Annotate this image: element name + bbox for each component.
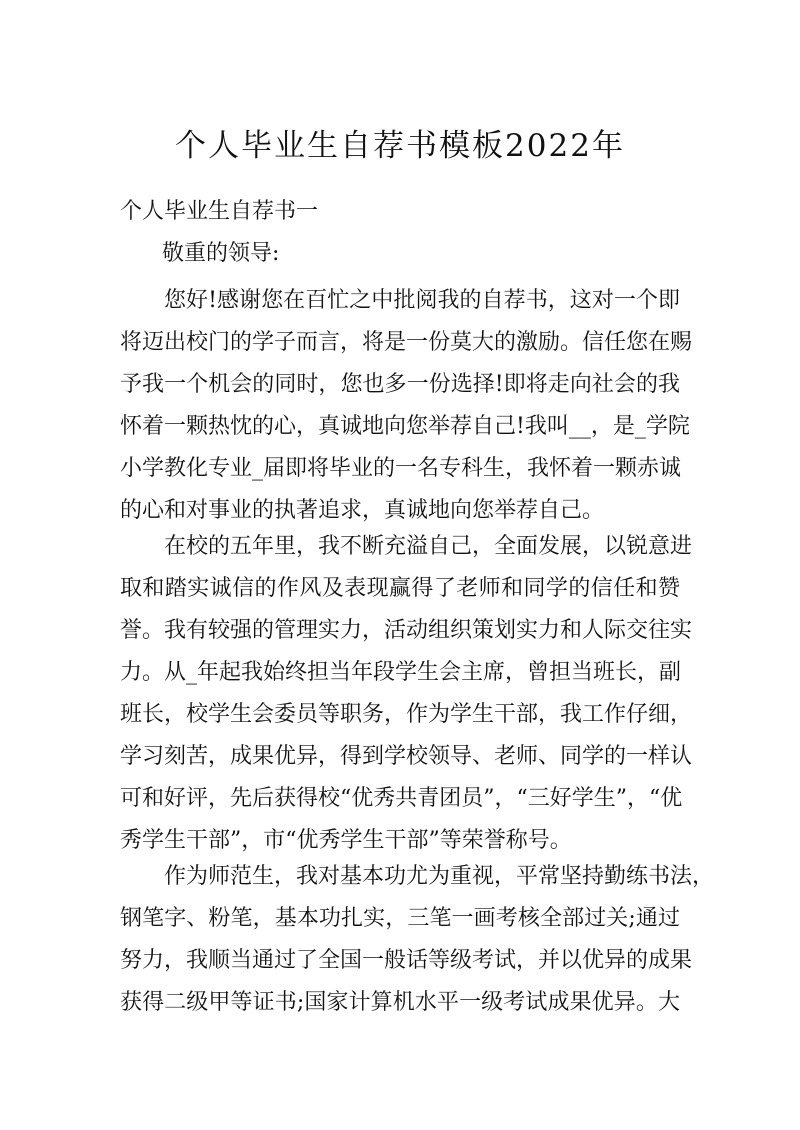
paragraph-line: 努力，我顺当通过了全国一般话等级考试，并以优异的成果 xyxy=(120,948,693,973)
paragraph-line: 誉。我有较强的管理实力，活动组织策划实力和人际交往实 xyxy=(120,618,693,643)
paragraph-line: 获得二级甲等证书;国家计算机水平一级考试成果优异。大 xyxy=(120,990,680,1015)
salutation: 敬重的领导: xyxy=(162,241,280,266)
paragraph-line: 您好!感谢您在百忙之中批阅我的自荐书，这对一个即 xyxy=(164,288,680,313)
paragraph-skills xyxy=(120,856,715,1024)
paragraph-line: 秀学生干部”，市“优秀学生干部”等荣誉称号。 xyxy=(120,828,572,853)
paragraph-greeting xyxy=(120,280,693,532)
paragraph-line: 可和好评，先后获得校“优秀共青团员”，“三好学生”，“优 xyxy=(120,786,683,811)
document-title: 个人毕业生自荐书模板2022年 xyxy=(175,128,625,164)
paragraph-line: 的心和对事业的执著追求，真诚地向您举荐自己。 xyxy=(120,498,605,523)
paragraph-line: 取和踏实诚信的作风及表现赢得了老师和同学的信任和赞 xyxy=(120,576,680,601)
paragraph-line: 怀着一颗热忱的心，真诚地向您举荐自己!我叫__，是_学院 xyxy=(120,414,690,439)
paragraph-line: 学习刻苦，成果优异，得到学校领导、老师、同学的一样认 xyxy=(120,744,693,769)
paragraph-line: 小学教化专业_届即将毕业的一名专科生，我怀着一颗赤诚 xyxy=(120,456,682,481)
paragraph-line: 作为师范生，我对基本功尤为重视，平常坚持勤练书法， xyxy=(164,864,715,889)
paragraph-line: 钢笔字、粉笔，基本功扎实，三笔一画考核全部过关;通过 xyxy=(120,906,680,931)
paragraph-line: 力。从_年起我始终担当年段学生会主席，曾担当班长，副 xyxy=(120,660,682,685)
paragraph-line: 在校的五年里，我不断充溢自己，全面发展，以锐意进 xyxy=(164,534,693,559)
section-heading: 个人毕业生自荐书一 xyxy=(120,199,319,224)
paragraph-line: 予我一个机会的同时，您也多一份选择!即将走向社会的我 xyxy=(120,372,680,397)
paragraph-school-years xyxy=(120,526,693,862)
paragraph-line: 班长，校学生会委员等职务，作为学生干部，我工作仔细， xyxy=(120,702,693,727)
paragraph-line: 将迈出校门的学子而言，将是一份莫大的激励。信任您在赐 xyxy=(120,330,693,355)
